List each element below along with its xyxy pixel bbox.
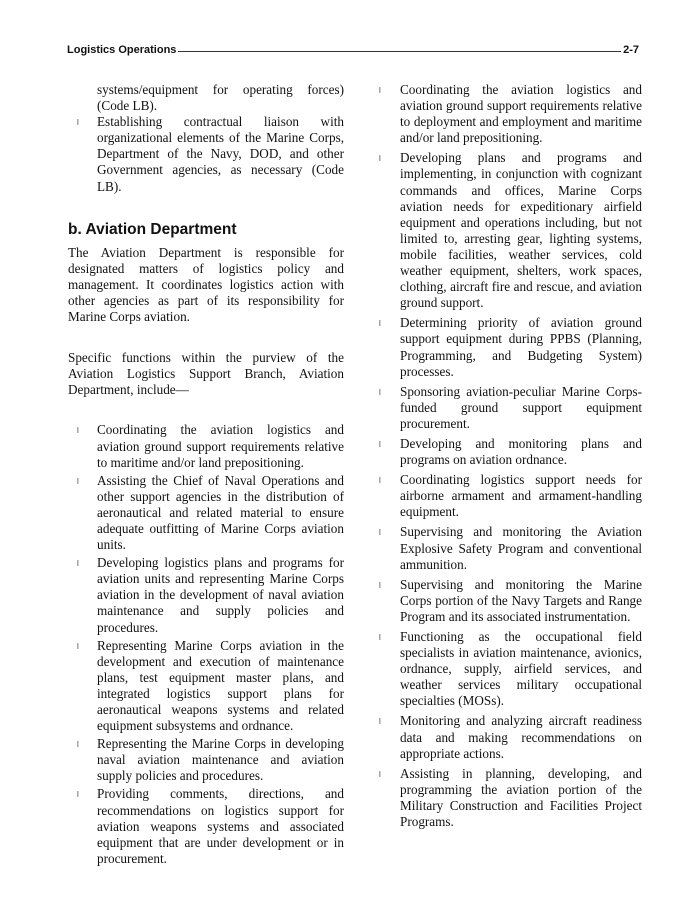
aviation-functions-list [68, 422, 344, 867]
list-item [68, 114, 344, 194]
bullet-icon: l [77, 118, 79, 128]
bullet-icon: l [379, 528, 381, 538]
paragraph: The Aviation Department is responsible for designated matters of logistics policy and management. It coordinates logistics action with other agencies as part of its responsibility for Marine Corps aviation. [68, 244, 344, 325]
bullet-icon: l [379, 580, 381, 590]
list-item [372, 629, 642, 709]
list-item-text: Sponsoring aviation-peculiar Marine Corps-funded ground support equipment procurement. [400, 383, 642, 431]
list-item-text: Coordinating logistics support needs for airborne armament and armament-handling equipment. [400, 472, 642, 520]
list-item-text: Determining priority of aviation ground support equipment during PPBS (Planning, Programming, and Budgeting System) processes. [400, 315, 642, 379]
left-column [68, 82, 344, 869]
bullet-icon: l [379, 154, 381, 164]
bullet-icon: l [379, 633, 381, 642]
list-item-text: Monitoring and analyzing aircraft readiness data and making recommendations on appropriate actions. [400, 713, 642, 761]
bullet-icon: l [77, 476, 79, 486]
list-item-text: Assisting in planning, developing, and programming the aviation portion of the Military Construction and Facilities Project Programs. [400, 765, 642, 830]
list-item [68, 422, 344, 470]
list-item-text: Developing and monitoring plans and programs on aviation ordnance. [400, 435, 642, 468]
aviation-functions-list-continued [372, 82, 642, 830]
header-rule [178, 51, 621, 52]
list-item [372, 384, 642, 432]
top-bullet-list [68, 114, 344, 194]
bullet-icon: l [379, 387, 381, 397]
list-item [68, 786, 344, 866]
list-item-text: Establishing contractual liaison with organizational elements of the Marine Corps, Department of the Navy, DOD, and other Government agencies, as necessary (Code LB). [97, 114, 344, 194]
list-item-text: Providing comments, directions, and recommendations on logistics support for aviation weapons systems and associated equipment that are under development or in procurement. [97, 786, 344, 866]
bullet-icon: l [379, 319, 381, 329]
list-item [372, 577, 642, 625]
list-item-text: Assisting the Chief of Naval Operations and other support agencies in the distribution of aeronautical and related material to ensure adequate outfitting of Marine Corps aviation units. [97, 472, 344, 553]
header-section-title: Logistics Operations [67, 44, 177, 56]
bullet-icon: l [379, 717, 381, 727]
running-header [67, 42, 639, 58]
bullet-icon: l [379, 476, 381, 486]
bullet-icon: l [77, 559, 79, 569]
bullet-icon: l [379, 439, 381, 449]
right-column [372, 82, 642, 834]
list-item [372, 150, 642, 311]
bullet-icon: l [77, 740, 79, 750]
list-item-text: Developing logistics plans and programs for aviation units and representing Marine Corps aviation in the development of naval aviation maintenance and supply policies and procedures. [97, 555, 344, 635]
list-item-text: Coordinating the aviation logistics and aviation ground support requirements relative to maritime and/or land prepositioning. [97, 422, 344, 470]
list-item-text: Supervising and monitoring the Marine Corps portion of the Navy Targets and Range Program and its associated instrumentation. [400, 576, 642, 624]
list-item-text: Coordinating the aviation logistics and aviation ground support requirements relative to deployment and employment and maritime and/or land prepositioning. [400, 82, 642, 146]
list-item [372, 315, 642, 379]
bullet-icon: l [77, 790, 79, 800]
list-item [68, 736, 344, 784]
section-heading: b. Aviation Department [68, 220, 237, 238]
list-item [372, 472, 642, 520]
list-item-text: Developing plans and programs and implementing, in conjunction with cognizant commands and offices, Marine Corps aviation needs for expeditionary airfield equipment and operations including, but not limited to, arresting gear, lighting systems, mobile facilities, weather services, cold weather equipment, shelters, work spaces, clothing, aircraft fire and rescue, and aviation ground support. [400, 150, 642, 311]
list-item [372, 713, 642, 761]
list-item [372, 82, 642, 146]
paragraph: Specific functions within the purview of the Aviation Logistics Support Branch, Aviation Department, include— [68, 350, 344, 398]
bullet-icon: l [77, 641, 79, 651]
page-number: 2-7 [623, 44, 639, 56]
bullet-icon: l [77, 426, 79, 436]
continued-bullet-text: systems/equipment for operating forces) (Code LB). [97, 82, 344, 114]
bullet-icon: l [379, 86, 381, 95]
bullet-icon: l [379, 769, 381, 779]
list-item-text: Representing Marine Corps aviation in the development and execution of maintenance plans, test equipment master plans, and integrated logistics support plans for aeronautical weapons systems and related equipment subsystems and ordnance. [97, 637, 344, 734]
list-item-text: Supervising and monitoring the Aviation Explosive Safety Program and conventional ammunition. [400, 524, 642, 572]
list-item [68, 473, 344, 553]
list-item-text: Functioning as the occupational field specialists in aviation maintenance, avionics, ordnance, supply, airfield services, and weather services military occupational specialties (MOSs). [400, 629, 642, 709]
list-item [68, 638, 344, 735]
list-item [372, 766, 642, 830]
list-item [68, 555, 344, 635]
list-item [372, 436, 642, 468]
list-item [372, 524, 642, 572]
list-item-text: Representing the Marine Corps in developing naval aviation maintenance and aviation supply policies and procedures. [97, 736, 344, 784]
